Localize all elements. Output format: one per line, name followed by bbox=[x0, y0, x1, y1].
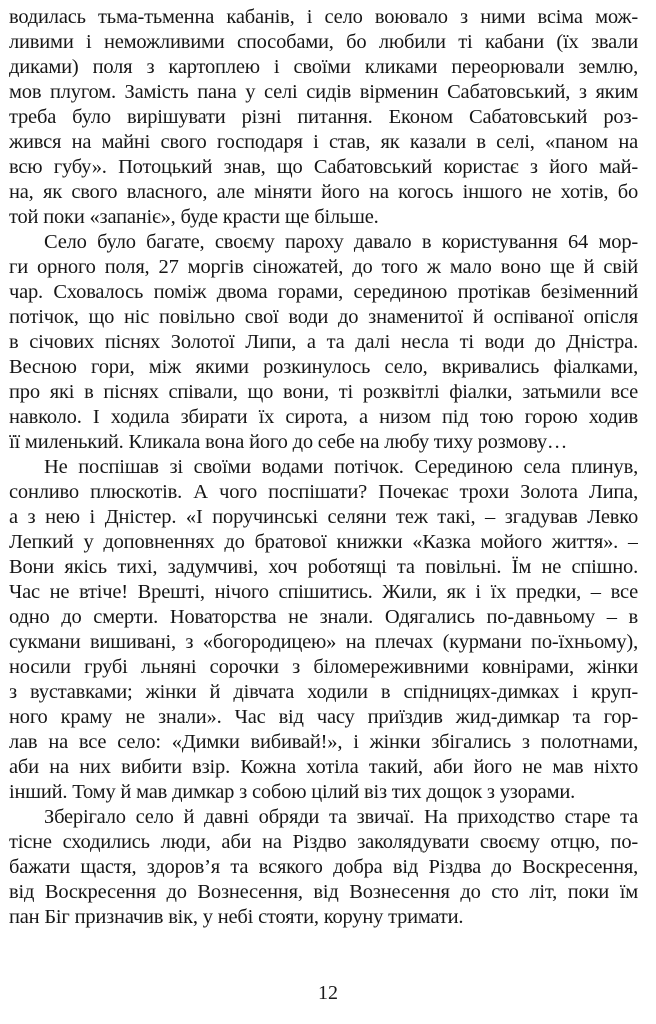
page-number: 12 bbox=[318, 982, 338, 1004]
text-line: Час не втіче! Врешті, нічого спішитись. Жили, як і їх предки, – все bbox=[9, 581, 638, 603]
text-line: Лепкий у доповненнях до братової книжки «Казка мойого життя». – bbox=[9, 531, 638, 553]
text-line: треба було вирішувати різні питання. Економ Сабатовський роз- bbox=[9, 106, 638, 128]
text-line: а з нею і Дністер. «І поручинські селяни теж такі, – згадував Левко bbox=[9, 506, 638, 528]
text-line: сонливо плюскотів. А чого поспішати? Почекає трохи Золота Липа, bbox=[9, 481, 638, 503]
text-line: Весною гори, між якими розкинулось село, вкривались фіалками, bbox=[9, 356, 638, 378]
text-line: від Воскресення до Вознесення, від Вознесення до сто літ, поки їм bbox=[9, 881, 638, 903]
text-line: водилась тьма-тьменна кабанів, і село воювало з ними всіма мож- bbox=[9, 6, 638, 28]
text-line: пан Біг призначив вік, у небі стояти, коруну тримати. bbox=[9, 906, 464, 928]
text-line: тісне сходились люди, аби на Різдво заколядувати своєму отцю, по- bbox=[9, 831, 638, 853]
text-line: лав на все село: «Димки вибивай!», і жінки збігались з полотнами, bbox=[9, 731, 638, 753]
text-line: ного краму не знали». Час від часу приїздив жид-димкар та гор- bbox=[9, 706, 638, 728]
text-line: на, як свого власного, але міняти його на когось іншого не хотів, бо bbox=[9, 181, 638, 203]
text-line: Не поспішав зі своїми водами потічок. Серединою села плинув, bbox=[44, 456, 638, 478]
text-line: інший. Тому й мав димкар з собою цілий віз тих дощок з узорами. bbox=[9, 781, 576, 803]
text-line: Зберігало село й давні обряди та звичаї. На приходство старе та bbox=[44, 806, 638, 828]
text-line: про які в піснях співали, що вони, ті розквітлі фіалки, затьмили все bbox=[9, 381, 638, 403]
text-line: ливими і неможливими способами, бо любили ті кабани (їх звали bbox=[9, 31, 638, 53]
text-line: той поки «запаніє», буде красти ще більше. bbox=[9, 206, 379, 228]
text-line: ги орного поля, 27 моргів сіножатей, до того ж мало воно ще й свій bbox=[9, 256, 638, 278]
text-line: жився на майні свого господаря і став, як казали в селі, «паном на bbox=[9, 131, 638, 153]
text-line: з вуставками; жінки й дівчата ходили в спідницях-димках і круп- bbox=[9, 681, 638, 703]
text-line: носили грубі льняні сорочки з біломереживними ковнірами, жінки bbox=[9, 656, 638, 678]
text-line: аби на них вибити взір. Кожна хотіла такий, аби його не мав ніхто bbox=[9, 756, 638, 778]
text-line: всю губу». Потоцький знав, що Сабатовський користає з його май- bbox=[9, 156, 638, 178]
text-line: диками) поля з картоплею і своїми кликами переорювали землю, bbox=[9, 56, 638, 78]
text-line: в січових піснях Золотої Липи, а та далі несла ті води до Дністра. bbox=[9, 331, 638, 353]
text-line: Село було багате, своєму пароху давало в користування 64 мор- bbox=[44, 231, 638, 253]
text-line: потічок, що ніс повільно свої води до знаменитої й оспіваної опісля bbox=[9, 306, 638, 328]
text-line: сукмани вишивані, з «богородицею» на плечах (курмани по-їхньому), bbox=[9, 631, 638, 653]
text-block bbox=[9, 5, 638, 930]
text-line: бажати щастя, здоров’я та всякого добра від Різдва до Воскресення, bbox=[9, 856, 638, 878]
text-line: мов плугом. Замість пана у селі сидів вірменин Сабатовський, з яким bbox=[9, 81, 638, 103]
text-line: чар. Сховалось поміж двома горами, серединою протікав безіменний bbox=[9, 281, 638, 303]
text-line: Вони якісь тихі, задумчиві, хоч роботящі та повільні. Їм не спішно. bbox=[9, 556, 638, 578]
text-line: одно до смерти. Новаторства не знали. Одягались по-давньому – в bbox=[9, 606, 638, 628]
text-line: її миленький. Кликала вона його до себе на любу тиху розмову… bbox=[9, 431, 568, 453]
text-line: навколо. І ходила збирати їх сирота, а низом під тою горою ходив bbox=[9, 406, 638, 428]
